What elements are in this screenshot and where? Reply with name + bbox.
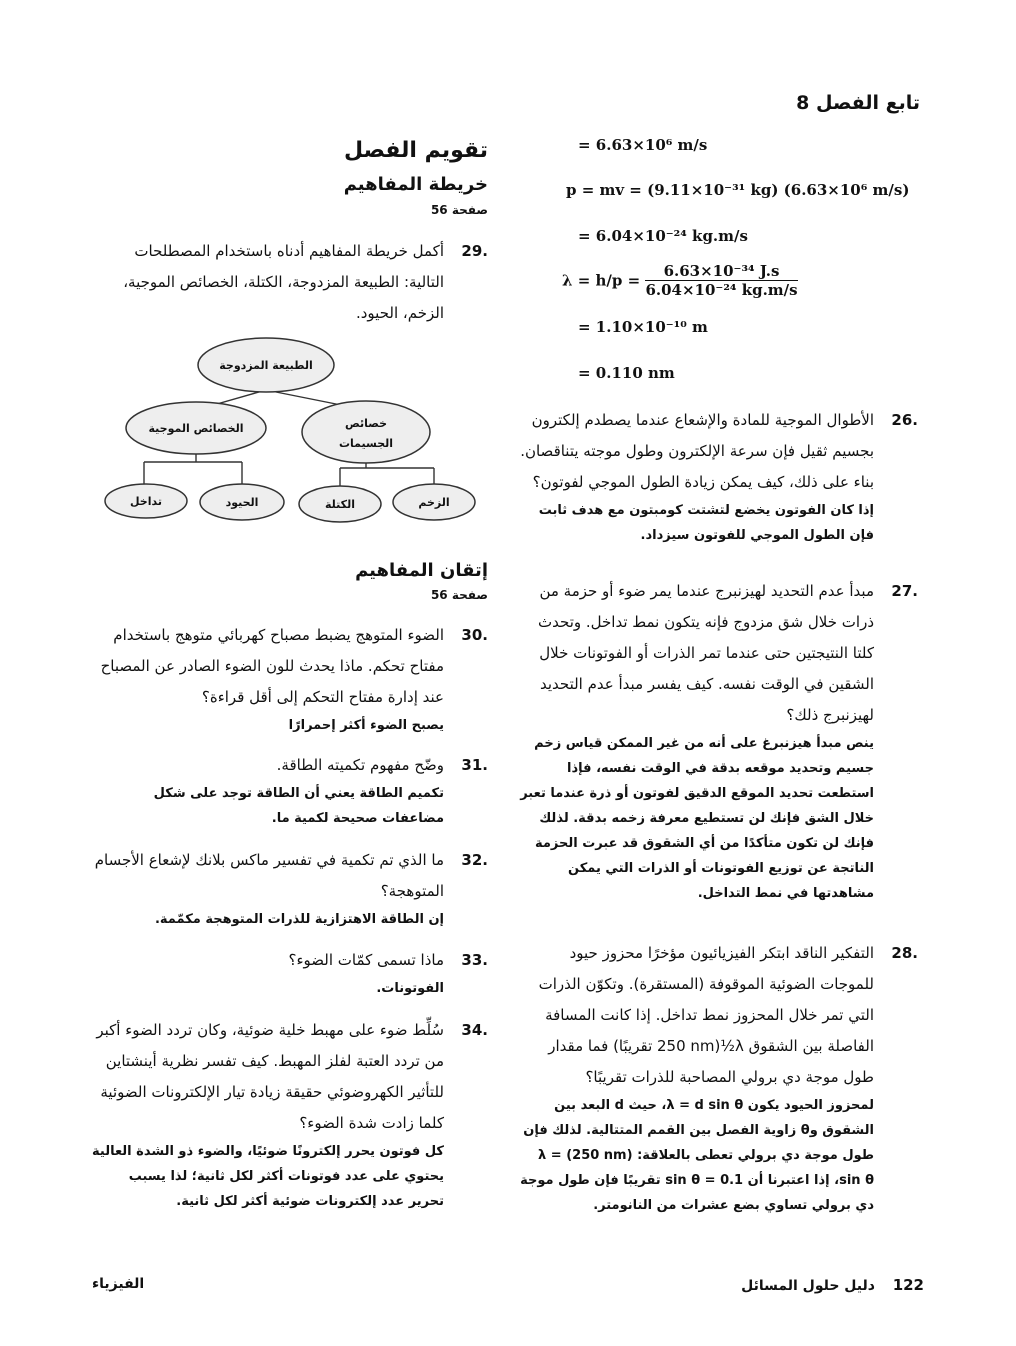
subject-label: الفيزياء [92, 1276, 145, 1292]
momentum-formula: p = mv = (9.11×10⁻³¹ kg) (6.63×10⁶ m/s) [566, 181, 910, 199]
question-31 [92, 750, 488, 831]
node-wave-label: الخصائص الموجية [148, 422, 244, 435]
question-number: .28 [891, 944, 918, 962]
question-number: .30 [461, 626, 488, 644]
question-28 [520, 938, 918, 1218]
node-diffraction-label: الحيود [225, 496, 259, 509]
lambda-lhs: λ = h/p = [562, 271, 641, 290]
mastery-page: صفحة 56 [430, 588, 488, 602]
question-32 [92, 845, 488, 932]
lambda-equation [562, 262, 798, 299]
concept-map-page: صفحة 56 [430, 203, 488, 217]
answer-text: تكميم الطاقة يعني أن الطاقة توجد على شكل مضاعفات صحيحة لكمية ما. [153, 786, 444, 826]
question-text: أكمل خريطة المفاهيم أدناه باستخدام المصطلحات التالية: الطبيعة المزدوجة، الكتلة، الخصائص الموجية، الزخم، الحيود. [123, 242, 444, 322]
question-27 [520, 576, 918, 906]
answer-text: إن الطاقة الاهتزازية للذرات المتوهجة مكمّمة. [154, 912, 444, 927]
question-number: .31 [461, 756, 488, 774]
answer-text: ينص مبدأ هيزنبرغ على أنه من غير الممكن قياس زخم جسيم وتحديد موقعه بدقة في الوقت نفسه، فإذا استطعت تحديد الموقع الدقيق لفوتون أو ذرة عندما تعبر خلال الشق فإنك لن تستطيع معرفة زخمه بدقة. لذلك فإنك لن تكون متأكدًا من أي الشقوق قد عبرت الحزمة الناتجة عن توزيع الفوتونات أو الذرات التي يمكن مشاهدتها في نمط التداخل. [520, 736, 874, 901]
question-text: التفكير الناقد ابتكر الفيزيائيون مؤخرًا محزوز حيود للموجات الضوئية الموقوفة (المستقرة). وتكوّن الذرات التي تمر خلال المحزوز نمط تداخل. إذا كانت المسافة الفاصلة بين الشقوق λ½(250 nm تقريبًا) فما مقدار طول موجة دي برولي المصاحبة للذرات تقريبًا؟ [538, 944, 874, 1086]
question-text: مبدأ عدم التحديد لهيزنبرج عندما يمر ضوء أو حزمة من ذرات خلال شق مزدوج فإنه يتكون نمط تداخل. وتحدث كلتا النتيجتين حتى عندما تمر الذرات أو الفوتونات خلال الشقين في الوقت نفسه. كيف يفسر مبدأ عدم التحديد لهيزنبرج ذلك؟ [538, 582, 874, 724]
question-number: .32 [461, 851, 488, 869]
lambda-numerator: 6.63×10⁻³⁴ J.s [645, 262, 797, 281]
mastery-title: إتقان المفاهيم [355, 560, 488, 581]
question-text: وضّح مفهوم تكميته الطاقة. [276, 756, 444, 774]
question-30 [92, 620, 488, 738]
answer-text: لمحزوز الحيود يكون λ = d sin θ، حيث d البعد بين الشقوق وθ زاوية الفصل بين القمم المتتالية. لذلك فإن طول موجة دي برولي تعطى بالعلاقة: λ = (250 nm) sin θ، إذا اعتبرنا أن sin θ = 0.1 تقريبًا فإن طول موجة دي برولي تساوي بضع عشرات من النانومتر. [520, 1098, 874, 1213]
lambda-denominator: 6.04×10⁻²⁴ kg.m/s [645, 281, 798, 299]
question-number: .27 [891, 582, 918, 600]
question-text: الأطوال الموجية للمادة والإشعاع عندما يصطدم إلكترون بجسيم ثقيل فإن سرعة الإلكترون وطول موجته يتناقصان. بناء على ذلك، كيف يمكن زيادة الطول الموجي لفوتون؟ [520, 411, 874, 491]
chapter-header: تابع الفصل 8 [796, 92, 920, 114]
question-text: سُلِّط ضوء على مهبط خلية ضوئية، وكان تردد الضوء أكبر من تردد العتبة لفلز المهبط. كيف تفسر نظرية أينشتاين للتأثير الكهروضوئي حقيقة زيادة تيار الإلكترونات الضوئية كلما زادت شدة الضوء؟ [96, 1021, 444, 1132]
footer-right [741, 1276, 924, 1294]
node-particle-label-1: خصائص [344, 417, 388, 430]
node-mass-label: الكتلة [325, 498, 355, 511]
question-text: الضوء المتوهج يضبط مصباح كهربائي متوهج باستخدام مفتاح تحكم. ماذا يحدث للون الضوء الصادر عن المصباح عند إدارة مفتاح التحكم إلى أقل قراءة؟ [100, 626, 444, 706]
question-number: .26 [891, 411, 918, 429]
question-33 [92, 945, 488, 1001]
node-particle-label-2: الجسيمات [338, 437, 394, 450]
question-number: .29 [461, 242, 488, 260]
question-text: ماذا تسمى كمّات الضوء؟ [288, 951, 444, 969]
question-number: .34 [461, 1021, 488, 1039]
answer-text: الفوتونات. [376, 981, 444, 996]
question-text: ما الذي تم تكمية في تفسير ماكس بلانك لإشعاع الأجسام المتوهجة؟ [94, 851, 444, 900]
concept-map [100, 330, 490, 530]
section-title: تقويم الفصل [343, 138, 488, 163]
question-26 [520, 405, 918, 548]
lambda-result-nm: = 0.110 nm [578, 364, 675, 382]
node-root-label: الطبيعة المزدوجة [219, 359, 313, 372]
question-29 [92, 236, 488, 329]
concept-map-title: خريطة المفاهيم [343, 174, 488, 195]
question-34 [92, 1015, 488, 1214]
node-particle [302, 401, 430, 463]
velocity-result: = 6.63×10⁶ m/s [578, 136, 708, 154]
page-number: 122 [892, 1276, 924, 1294]
node-interference-label: تداخل [129, 495, 163, 508]
momentum-result: = 6.04×10⁻²⁴ kg.m/s [578, 227, 748, 245]
question-number: .33 [461, 951, 488, 969]
answer-text: إذا كان الفوتون يخضع لتشتت كومبتون مع هدف ثابت فإن الطول الموجي للفوتون سيزداد. [538, 503, 874, 543]
guide-label: دليل حلول المسائل [741, 1278, 875, 1294]
answer-text: يصبح الضوء أكثر إحمرارًا [288, 718, 444, 733]
answer-text: كل فوتون يحرر إلكترونًا ضوئيًا، والضوء ذو الشدة العالية يحتوي على عدد فوتونات أكثر لكل ثانية؛ لذا يسبب تحرير عدد إلكترونات ضوئية أكثر لكل ثانية. [92, 1144, 444, 1209]
node-momentum-label: الزخم [418, 496, 450, 509]
lambda-result-m: = 1.10×10⁻¹⁰ m [578, 318, 708, 336]
